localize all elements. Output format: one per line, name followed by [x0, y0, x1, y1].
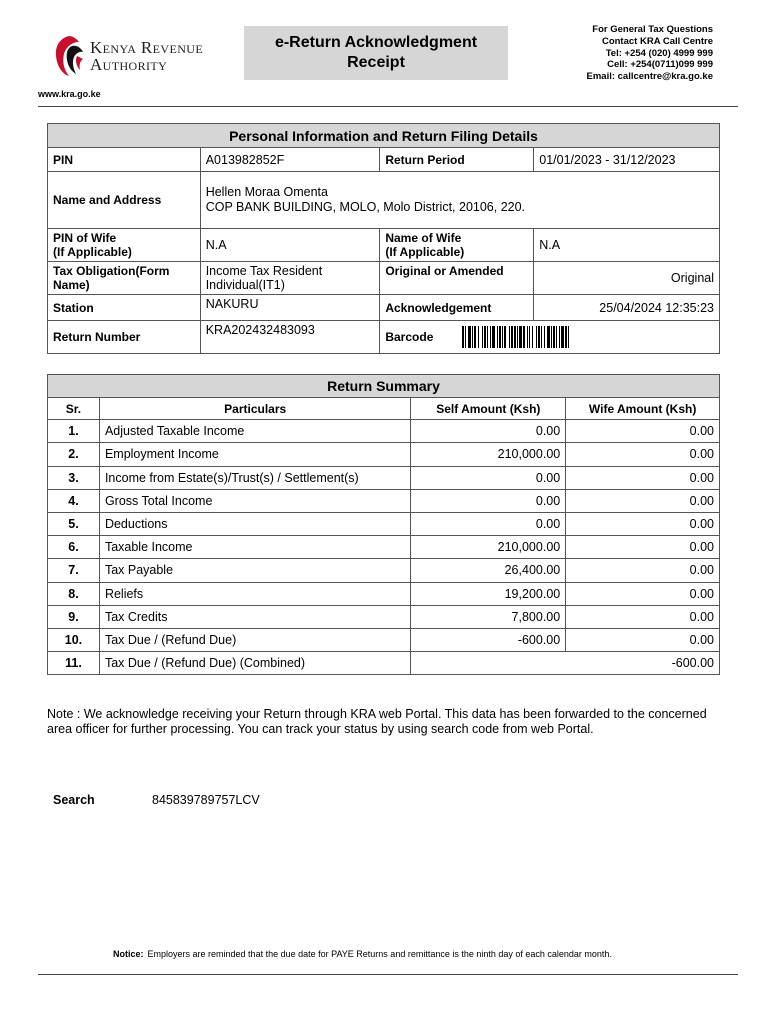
summary-row: [48, 605, 720, 628]
summary-sr: 1.: [48, 420, 100, 443]
summary-particular: Tax Payable: [99, 559, 410, 582]
title-line2: Receipt: [347, 54, 405, 71]
summary-self-amount: 0.00: [411, 466, 566, 489]
notice-label: Notice:: [113, 949, 144, 959]
summary-row: [48, 466, 720, 489]
col-header-self-amount: Self Amount (Ksh): [411, 398, 566, 420]
summary-particular: Adjusted Taxable Income: [99, 420, 410, 443]
summary-self-amount: 26,400.00: [411, 559, 566, 582]
summary-self-amount: 7,800.00: [411, 605, 566, 628]
summary-wife-amount: 0.00: [566, 559, 720, 582]
summary-particular: Tax Credits: [99, 605, 410, 628]
personal-info-table: [47, 123, 720, 354]
kra-logo: [52, 34, 242, 80]
pin-value: A013982852F: [200, 148, 380, 172]
col-header-wife-amount: Wife Amount (Ksh): [566, 398, 720, 420]
return-period-value: 01/01/2023 - 31/12/2023: [534, 148, 720, 172]
tax-obligation-label-line1: Tax Obligation(Form: [53, 264, 170, 278]
summary-particular: Reliefs: [99, 582, 410, 605]
summary-self-amount: -600.00: [411, 628, 566, 651]
summary-wife-amount: 0.00: [566, 489, 720, 512]
summary-row: [48, 582, 720, 605]
tax-obligation-value: [200, 262, 380, 295]
contact-line: For General Tax Questions: [592, 24, 713, 35]
summary-particular: Income from Estate(s)/Trust(s) / Settlement(s): [99, 466, 410, 489]
summary-section-title: Return Summary: [48, 375, 720, 398]
personal-section-title: Personal Information and Return Filing Details: [48, 124, 720, 148]
tax-obligation-label: [48, 262, 201, 295]
name-wife-value: N.A: [534, 229, 720, 262]
summary-sr: 4.: [48, 489, 100, 512]
pin-wife-label-line1: PIN of Wife: [53, 231, 117, 245]
summary-row: [48, 420, 720, 443]
summary-wife-amount: 0.00: [566, 466, 720, 489]
acknowledgement-value: 25/04/2024 12:35:23: [534, 295, 720, 321]
barcode-image: [462, 326, 652, 348]
return-summary-table: [47, 374, 720, 675]
document-title: [244, 26, 508, 80]
taxpayer-address: COP BANK BUILDING, MOLO, Molo District, 20106, 220.: [205, 200, 526, 214]
summary-wife-amount: 0.00: [566, 420, 720, 443]
title-line1: e-Return Acknowledgment: [274, 34, 478, 51]
pin-wife-value: N.A: [200, 229, 380, 262]
name-wife-label-line1: Name of Wife: [385, 231, 462, 245]
footer-divider: [38, 974, 738, 975]
summary-row: [48, 628, 720, 651]
tax-obligation-label-line2: Name): [53, 278, 90, 292]
contact-line: Contact KRA Call Centre: [601, 35, 713, 47]
summary-wife-amount: 0.00: [566, 605, 720, 628]
pin-wife-label: [48, 229, 201, 262]
summary-sr: 5.: [48, 512, 100, 535]
return-number-value: KRA202432483093: [200, 321, 380, 354]
lion-icon: [52, 34, 86, 78]
original-amended-value: Original: [534, 262, 720, 295]
summary-sr: 3.: [48, 466, 100, 489]
summary-sr: 8.: [48, 582, 100, 605]
contact-line: Tel: +254 (020) 4999 999: [605, 47, 713, 59]
station-label: Station: [48, 295, 201, 321]
summary-particular: Taxable Income: [99, 536, 410, 559]
summary-self-amount: 210,000.00: [411, 536, 566, 559]
acknowledgement-label: Acknowledgement: [380, 295, 534, 321]
tax-obligation-value-line2: Individual(IT1): [205, 278, 285, 292]
col-header-sr: Sr.: [48, 398, 100, 420]
search-code-value: 845839789757LCV: [152, 793, 260, 807]
summary-sr: 7.: [48, 559, 100, 582]
return-period-label: Return Period: [380, 148, 534, 172]
summary-self-amount: 19,200.00: [411, 582, 566, 605]
footer-notice: [113, 949, 612, 959]
summary-self-amount: 0.00: [411, 512, 566, 535]
summary-row: [48, 559, 720, 582]
barcode-cell: [380, 321, 720, 354]
summary-wife-amount: 0.00: [566, 512, 720, 535]
summary-wife-amount: 0.00: [566, 582, 720, 605]
summary-wife-amount: 0.00: [566, 628, 720, 651]
header-divider: [38, 106, 738, 107]
summary-row: [48, 536, 720, 559]
acknowledgement-note: Note : We acknowledge receiving your Return through KRA web Portal. This data has been forwarded to the concerned area officer for further processing. You can track your status by using search code from web Portal.: [47, 707, 707, 736]
summary-sr: 6.: [48, 536, 100, 559]
summary-particular: Tax Due / (Refund Due): [99, 628, 410, 651]
summary-sr: 10.: [48, 628, 100, 651]
website-link[interactable]: www.kra.go.ke: [38, 89, 101, 99]
tax-obligation-value-line1: Income Tax Resident: [205, 264, 323, 278]
contact-line: Cell: +254(0711)099 999: [607, 59, 713, 71]
taxpayer-name: Hellen Moraa Omenta: [205, 185, 328, 199]
barcode-label: Barcode: [385, 330, 434, 344]
summary-self-amount: 0.00: [411, 489, 566, 512]
summary-sr: 9.: [48, 605, 100, 628]
name-address-label: Name and Address: [48, 172, 201, 229]
contact-info: [587, 24, 714, 83]
summary-row: [48, 512, 720, 535]
summary-self-amount: 0.00: [411, 420, 566, 443]
station-value: NAKURU: [200, 295, 380, 321]
summary-wife-amount: 0.00: [566, 536, 720, 559]
name-address-value: [200, 172, 719, 229]
org-name-line1: Kenya Revenue: [90, 38, 204, 57]
notice-text: Employers are reminded that the due date for PAYE Returns and remittance is the ninth day of each calendar month.: [147, 949, 612, 959]
original-amended-label: Original or Amended: [380, 262, 534, 295]
contact-line: Email: callcentre@kra.go.ke: [586, 71, 713, 83]
pin-wife-label-line2: (If Applicable): [53, 245, 132, 259]
combined-value: -600.00: [411, 652, 720, 675]
combined-particular: Tax Due / (Refund Due) (Combined): [99, 652, 410, 675]
org-name-line2: Authority: [90, 55, 168, 74]
pin-label: PIN: [48, 148, 201, 172]
summary-wife-amount: 0.00: [566, 443, 720, 466]
col-header-particulars: Particulars: [99, 398, 410, 420]
summary-particular: Employment Income: [99, 443, 410, 466]
summary-row: [48, 489, 720, 512]
summary-sr: 2.: [48, 443, 100, 466]
summary-particular: Deductions: [99, 512, 410, 535]
name-wife-label: [380, 229, 534, 262]
summary-row: [48, 443, 720, 466]
search-code-label: Search: [53, 793, 95, 807]
name-wife-label-line2: (If Applicable): [385, 245, 465, 259]
summary-self-amount: 210,000.00: [411, 443, 566, 466]
return-number-label: Return Number: [48, 321, 201, 354]
summary-particular: Gross Total Income: [99, 489, 410, 512]
combined-sr: 11.: [48, 652, 100, 675]
